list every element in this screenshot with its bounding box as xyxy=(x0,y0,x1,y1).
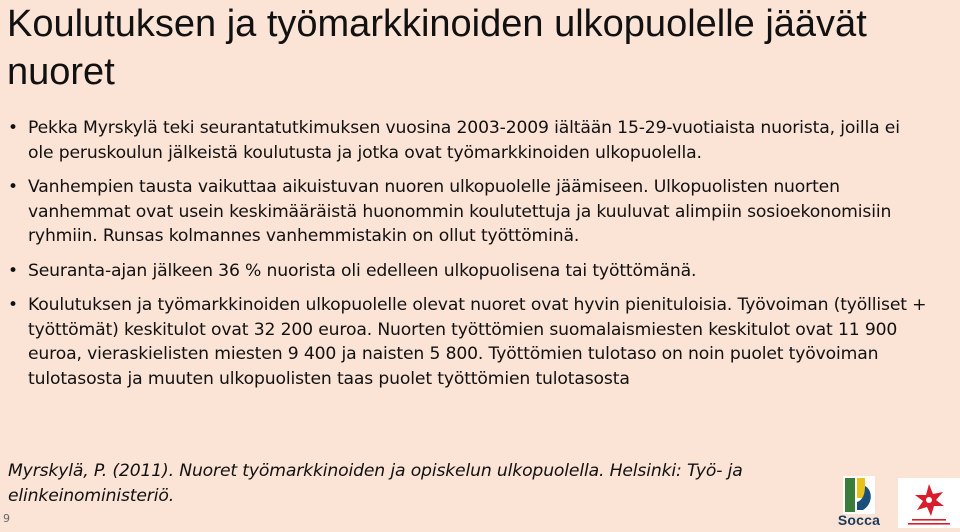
reference-citation: Myrskylä, P. (2011). Nuoret työmarkkinoiden ja opiskelun ulkopuolella. Helsinki: Työ- ja elinkeinoministeriö. xyxy=(8,461,743,506)
bullet-item xyxy=(0,116,930,165)
bullet-item xyxy=(0,293,930,391)
helsinki-logo-icon xyxy=(898,478,960,528)
bullet-icon: • xyxy=(8,118,18,138)
socca-logo-icon xyxy=(843,476,875,514)
bullet-list xyxy=(0,116,930,401)
bullet-text: Koulutuksen ja työmarkkinoiden ulkopuolelle olevat nuoret ovat hyvin pienituloisia. Työvoiman (työlliset + työttömät) keskitulot ovat 32 200 euroa. Nuorten työttömien suomalaismiesten keskitulot ovat 11 900 euroa, vieraskielisten miesten 9 400 ja naisten 5 800. Työttömien tulotaso on noin puolet työvoiman tulotasosta ja muuten ulkopuolisten taas puolet työttömien tulotasosta xyxy=(28,295,927,389)
bullet-text: Pekka Myrskylä teki seurantatutkimuksen vuosina 2003-2009 iältään 15-29-vuotiaista nuorista, joilla ei ole peruskoulun jälkeistä koulutusta ja jotka ovat työmarkkinoiden ulkopuolella. xyxy=(28,118,900,163)
socca-logo xyxy=(835,476,883,530)
bullet-icon: • xyxy=(8,295,18,315)
bullet-text: Vanhempien tausta vaikuttaa aikuistuvan nuoren ulkopuolelle jäämiseen. Ulkopuolisten nuorten vanhemmat ovat usein keskimääräistä huonommin koulutettuja ja kuuluvat alimpiin sosioekonomisiin ryhmiin. Runsas kolmannes vanhemmistakin on ollut työttöminä. xyxy=(28,177,892,246)
socca-logo-label: Socca xyxy=(837,512,881,528)
bullet-icon: • xyxy=(8,177,18,197)
bullet-item xyxy=(0,259,930,284)
page-number: 9 xyxy=(3,512,10,525)
slide-title: Koulutuksen ja työmarkkinoiden ulkopuolelle jäävät nuoret xyxy=(7,3,867,93)
bullet-icon: • xyxy=(8,260,18,281)
helsinki-logo xyxy=(898,478,960,528)
bullet-item xyxy=(0,175,930,249)
bullet-text: Seuranta-ajan jälkeen 36 % nuorista oli edelleen ulkopuolisena tai työttömänä. xyxy=(28,260,697,281)
